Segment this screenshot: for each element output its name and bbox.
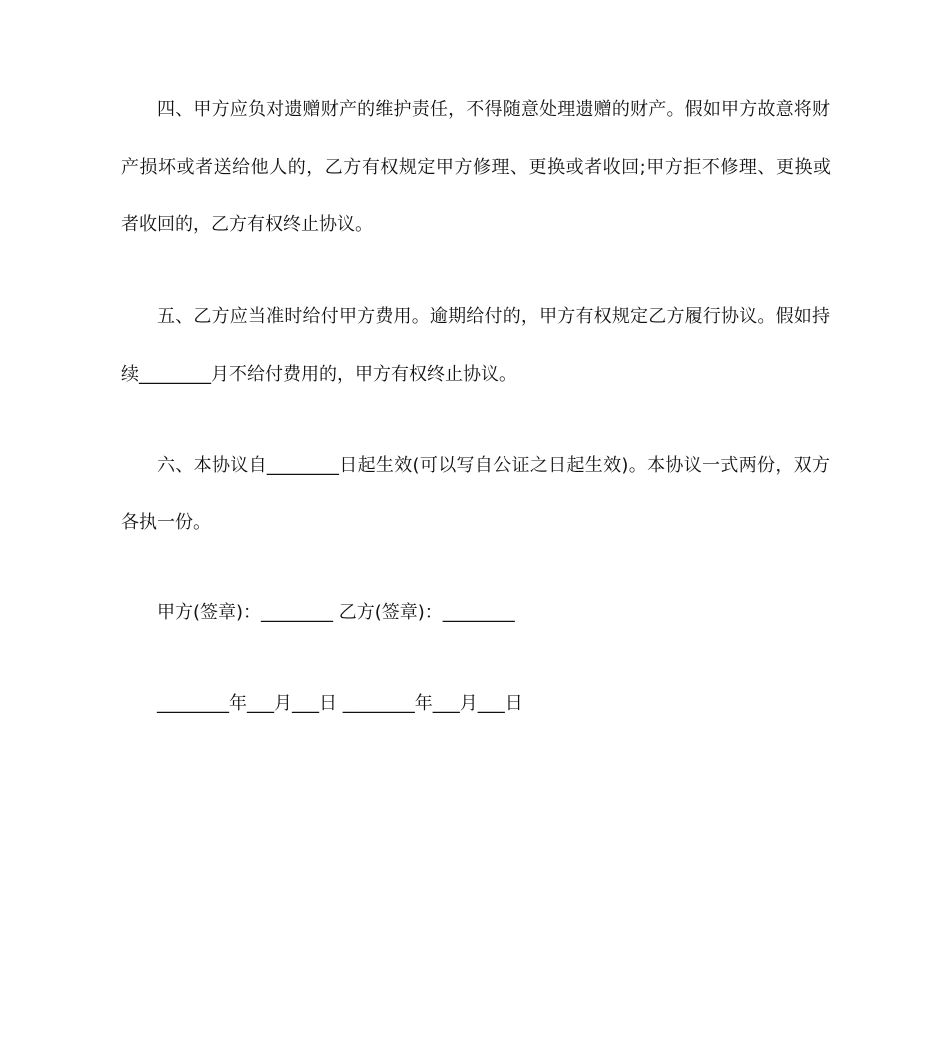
clause-4-line-3: 者收回的，乙方有权终止协议。 [121, 214, 373, 235]
clause-4-line-2: 产损坏或者送给他人的，乙方有权规定甲方修理、更换或者收回;甲方拒不修理、更换或 [121, 157, 831, 178]
clause-6-line-2: 各执一份。 [121, 512, 211, 533]
clause-4-line-1: 四、甲方应负对遗赠财产的维护责任，不得随意处理遗赠的财产。假如甲方故意将财 [157, 99, 830, 120]
signature-line: 甲方(签章)：________ 乙方(签章)：________ [157, 602, 515, 623]
date-line: ________年___月___日 ________年___月___日 [157, 693, 523, 714]
clause-6-line-1: 六、本协议自________日起生效(可以写自公证之日起生效)。本协议一式两份，双方 [157, 455, 830, 476]
clause-5-line-2: 续________月不给付费用的，甲方有权终止协议。 [121, 364, 517, 385]
clause-5-line-1: 五、乙方应当准时给付甲方费用。逾期给付的，甲方有权规定乙方履行协议。假如持 [157, 306, 830, 327]
